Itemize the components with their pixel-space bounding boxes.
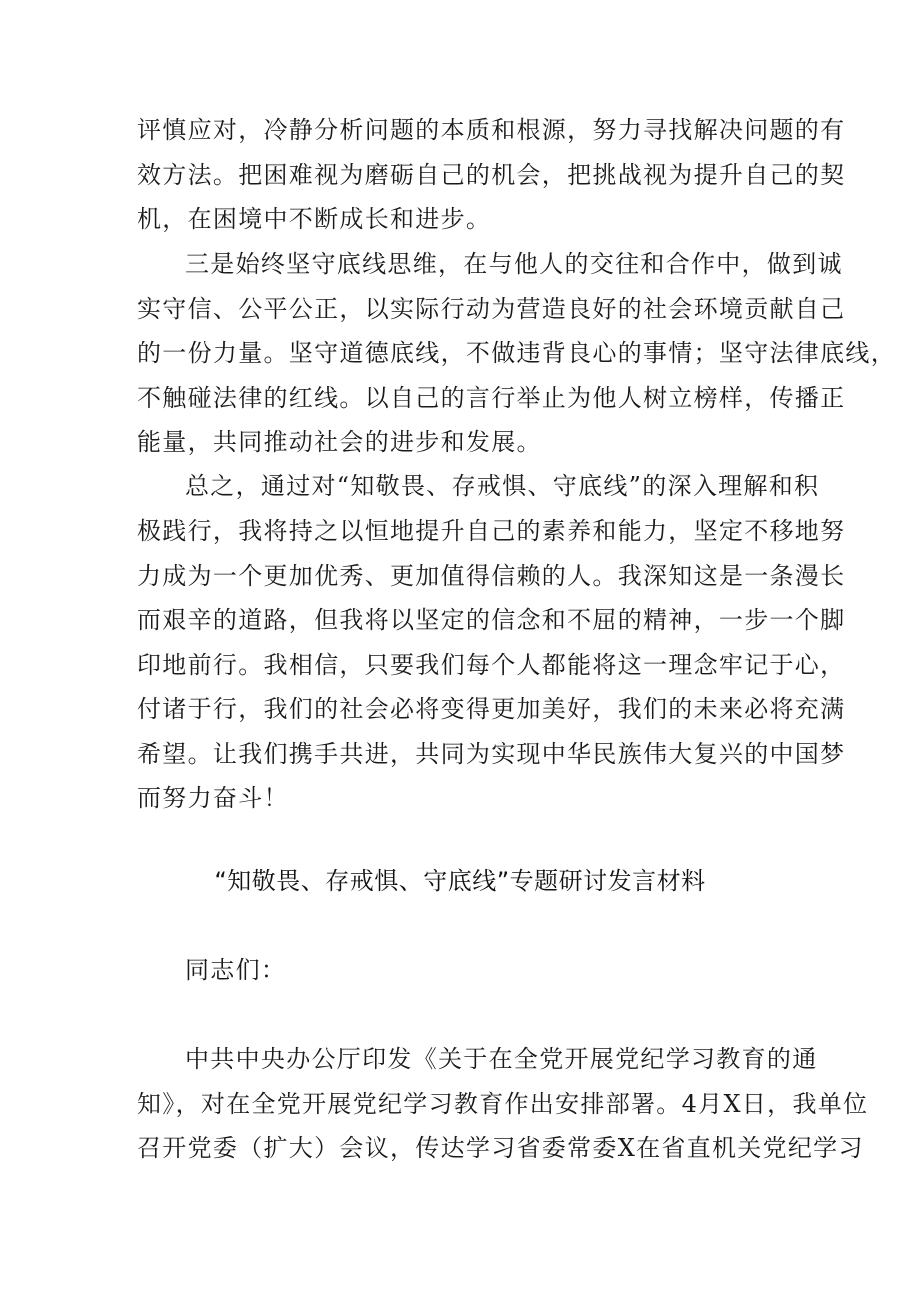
paragraph-line: 不触碰法律的红线。以自己的言行举止为他人树立榜样，传播正 [137, 384, 846, 412]
paragraph-line: 的一份力量。坚守道德底线，不做违背良心的事情；坚守法律底线， [137, 339, 896, 367]
paragraph-line: 效方法。把困难视为磨砺自己的机会，把挑战视为提升自己的契 [137, 161, 846, 189]
paragraph-line: 力成为一个更加优秀、更加值得信赖的人。我深知这是一条漫长 [137, 562, 846, 590]
paragraph-line: 而艰辛的道路，但我将以坚定的信念和不屈的精神，一步一个脚 [137, 606, 846, 634]
paragraph-line: 中共中央办公厅印发《关于在全党开展党纪学习教育的通 [185, 1045, 818, 1073]
paragraph-line: 总之，通过对“知敬畏、存戒惧、守底线”的深入理解和积 [185, 472, 820, 500]
paragraph-line: 而努力奋斗！ [137, 784, 289, 812]
paragraph-line: 付诸于行，我们的社会必将变得更加美好，我们的未来必将充满 [137, 695, 846, 723]
salutation: 同志们： [185, 956, 287, 984]
paragraph-line: 召开党委（扩大）会议，传达学习省委常委X在省直机关党纪学习 [137, 1134, 864, 1162]
paragraph-line: 机，在困境中不断成长和进步。 [137, 205, 492, 233]
paragraph-line: 希望。让我们携手共进，共同为实现中华民族伟大复兴的中国梦 [137, 740, 846, 768]
paragraph-line: 实守信、公平公正，以实际行动为营造良好的社会环境贡献自己 [137, 295, 846, 323]
paragraph-line: 三是始终坚守底线思维，在与他人的交往和合作中，做到诚 [185, 250, 843, 278]
paragraph-line: 印地前行。我相信，只要我们每个人都能将这一理念牢记于心， [137, 651, 846, 679]
document-heading: “知敬畏、存戒惧、守底线”专题研讨发言材料 [214, 867, 706, 895]
paragraph-line: 能量，共同推动社会的进步和发展。 [137, 428, 542, 456]
paragraph-line: 极践行，我将持之以恒地提升自己的素养和能力，坚定不移地努 [137, 517, 846, 545]
paragraph-line: 评慎应对，冷静分析问题的本质和根源，努力寻找解决问题的有 [137, 116, 846, 144]
paragraph-line: 知》，对在全党开展党纪学习教育作出安排部署。4月X日，我单位 [137, 1090, 869, 1118]
